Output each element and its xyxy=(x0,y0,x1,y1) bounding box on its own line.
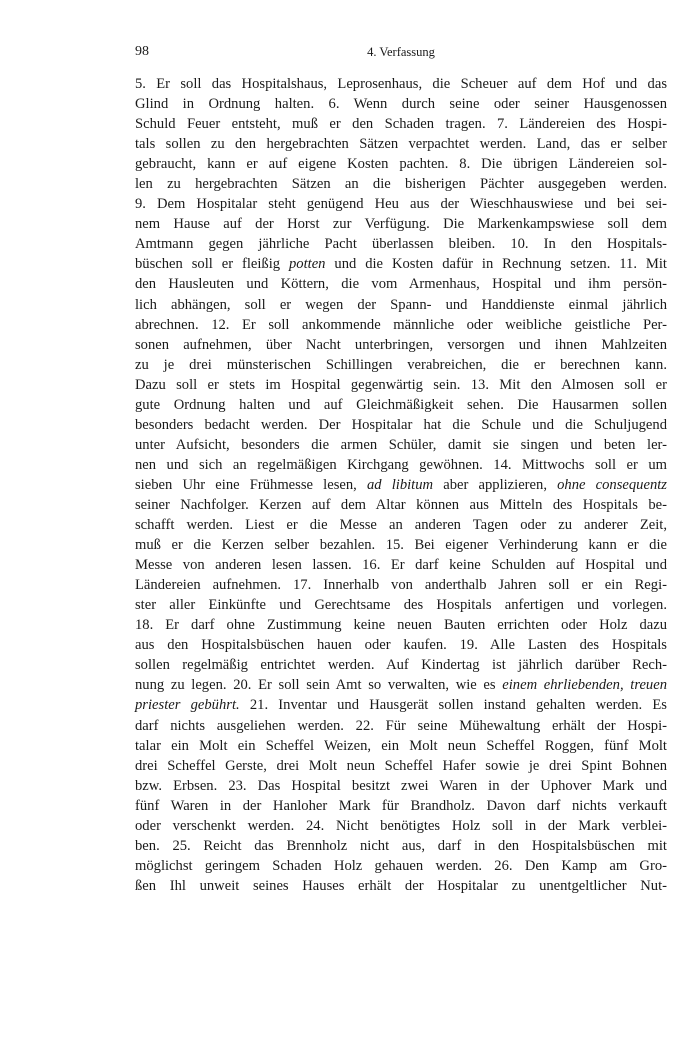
text-line xyxy=(135,635,667,655)
text-line xyxy=(135,335,667,355)
text-run: nem Hause auf der Horst zur Verfügung. Die Markenkampswiese soll dem xyxy=(135,216,667,233)
text-run: 18. Er darf ohne Zustimmung keine neuen Bauten errichten oder Holz dazu xyxy=(135,617,667,634)
text-line xyxy=(135,776,667,796)
text-run: gute Ordnung halten und auf Gleichmäßigkeit sehen. Die Hausarmen sollen xyxy=(135,396,667,413)
text-line xyxy=(135,816,667,836)
text-line xyxy=(135,615,667,635)
italic-term: ohne consequentz xyxy=(557,476,667,493)
text-run: tals sollen zu den hergebrachten Sätzen verpachtet werden. Land, das er selber xyxy=(135,136,667,153)
text-run: und die Kosten dafür in Rechnung setzen. 11. Mit xyxy=(325,256,667,273)
text-run: möglichst geringem Schaden Holz gehauen werden. 26. Den Kamp am Gro- xyxy=(135,857,667,874)
italic-term: potten xyxy=(289,256,326,273)
text-run: Ländereien aufnehmen. 17. Innerhalb von anderthalb Jahren soll er ein Regi- xyxy=(135,577,667,594)
text-line xyxy=(135,836,667,856)
text-run: oder verschenkt werden. 24. Nicht benötigtes Holz soll in der Mark verblei- xyxy=(135,817,667,834)
text-run: sonen aufnehmen, über Nacht unterbringen, versorgen und ihnen Mahlzeiten xyxy=(135,336,667,353)
page-number: 98 xyxy=(135,44,149,59)
text-line xyxy=(135,94,667,114)
italic-term: priester gebührt. xyxy=(135,697,240,714)
text-run: darf nichts ausgeliehen werden. 22. Für seine Mühewaltung erhält der Hospi- xyxy=(135,717,667,734)
text-run: zu je drei münsterischen Schillingen verabreichen, die er berechnen kann. xyxy=(135,356,667,373)
text-line xyxy=(135,555,667,575)
text-line xyxy=(135,214,667,234)
text-line xyxy=(135,475,667,495)
text-run: 21. Inventar und Hausgerät sollen instand gehalten werden. Es xyxy=(239,697,667,714)
text-line xyxy=(135,375,667,395)
text-run: Dazu soll er stets im Hospital gegenwärtig sein. 13. Mit den Almosen soll er xyxy=(135,376,667,393)
text-run: drei Scheffel Gerste, drei Molt neun Scheffel Hafer sowie je drei Spint Bohnen xyxy=(135,757,667,774)
text-run: fünf Waren in der Hanloher Mark für Brandholz. Davon darf nichts verkauft xyxy=(135,797,667,814)
text-line xyxy=(135,194,667,214)
text-line xyxy=(135,435,667,455)
text-line xyxy=(135,134,667,154)
text-run: gebraucht, kann er auf eigene Kosten pachten. 8. Die übrigen Ländereien sol- xyxy=(135,156,667,173)
text-run: ßen Ihl unweit seines Hauses erhält der Hospitalar zu unentgeltlicher Nut- xyxy=(135,877,667,894)
text-run: muß er die Kerzen selber bezahlen. 15. Bei eigener Verhinderung kann er die xyxy=(135,537,667,554)
text-line xyxy=(135,254,667,274)
text-line xyxy=(135,575,667,595)
text-line xyxy=(135,736,667,756)
italic-term: ad libitum xyxy=(366,476,434,493)
book-page xyxy=(135,42,667,896)
text-run: 5. Er soll das Hospitalshaus, Leprosenhaus, die Scheuer auf dem Hof und das xyxy=(135,76,667,92)
text-run: lich abhängen, soll er wegen der Spann- und Handdienste einmal jährlich xyxy=(135,296,667,313)
text-line xyxy=(135,695,667,715)
text-run: 9. Dem Hospitalar steht genügend Heu aus der Wieschhauswiese und bei sei- xyxy=(135,196,667,213)
text-line xyxy=(135,756,667,776)
text-run: ben. 25. Reicht das Brennholz nicht aus, darf in den Hospitalsbüschen mit xyxy=(135,837,667,854)
text-run: besonders bedacht werden. Der Hospitalar hat die Schule und die Schuljugend xyxy=(135,416,667,433)
running-head xyxy=(135,42,667,62)
italic-term: einem ehrliebenden, treuen xyxy=(502,677,667,694)
text-line xyxy=(135,315,667,335)
text-line xyxy=(135,295,667,315)
text-run: ster aller Einkünfte und Gerechtsame des Hospitals anfertigen und vorlegen. xyxy=(135,597,667,614)
text-line xyxy=(135,114,667,134)
text-line xyxy=(135,535,667,555)
text-run: abrechnen. 12. Er soll ankommende männliche oder weibliche geistliche Per- xyxy=(135,316,667,333)
text-line xyxy=(135,174,667,194)
text-run: nung zu legen. 20. Er soll sein Amt so verwalten, wie es xyxy=(135,677,503,694)
text-run: talar ein Molt ein Scheffel Weizen, ein Molt neun Scheffel Roggen, fünf Molt xyxy=(135,737,667,754)
text-run: Amtmann gegen jährliche Pacht überlassen bleiben. 10. In den Hospitals- xyxy=(135,236,667,253)
text-line xyxy=(135,415,667,435)
text-line xyxy=(135,455,667,475)
text-line xyxy=(135,655,667,675)
text-line xyxy=(135,876,667,896)
text-line xyxy=(135,716,667,736)
text-run: len zu hergebrachten Sätzen an die bisherigen Pächter ausgegeben werden. xyxy=(135,176,667,193)
text-line xyxy=(135,856,667,876)
text-run: unter Aufsicht, besonders die armen Schüler, damit sie singen und beten ler- xyxy=(135,436,667,453)
text-line xyxy=(135,355,667,375)
text-line xyxy=(135,234,667,254)
text-run: aus den Hospitalsbüschen hauen oder kaufen. 19. Alle Lasten des Hospitals xyxy=(135,637,667,654)
text-run: Glind in Ordnung halten. 6. Wenn durch seine oder seiner Hausgenossen xyxy=(135,96,667,113)
text-line xyxy=(135,796,667,816)
text-run: sieben Uhr eine Frühmesse lesen, xyxy=(135,476,367,493)
text-run: schafft werden. Liest er die Messe an anderen Tagen oder zu anderer Zeit, xyxy=(135,517,667,534)
text-line xyxy=(135,154,667,174)
text-run: den Hausleuten und Köttern, die vom Armenhaus, Hospital und ihm persön- xyxy=(135,276,667,293)
text-run: Messe von anderen lesen lassen. 16. Er darf keine Schulden auf Hospital und xyxy=(135,557,667,574)
text-run: seiner Nachfolger. Kerzen auf dem Altar können aus Mitteln des Hospitals be- xyxy=(135,496,667,513)
text-line xyxy=(135,395,667,415)
text-run: aber applizieren, xyxy=(433,476,558,493)
text-line xyxy=(135,595,667,615)
text-line xyxy=(135,495,667,515)
text-line xyxy=(135,74,667,94)
text-line xyxy=(135,515,667,535)
text-run: Schuld Feuer entsteht, muß er den Schaden tragen. 7. Ländereien des Hospi- xyxy=(135,116,667,133)
text-line xyxy=(135,675,667,695)
text-run: sollen regelmäßig entrichtet werden. Auf Kindertag ist jährlich darüber Rech- xyxy=(135,657,667,674)
text-run: bzw. Erbsen. 23. Das Hospital besitzt zwei Waren in der Uphover Mark und xyxy=(135,777,667,794)
text-run: büschen soll er fleißig xyxy=(135,256,289,273)
chapter-title: 4. Verfassung xyxy=(367,45,435,59)
text-run: nen und sich an regelmäßigen Kirchgang gewöhnen. 14. Mittwochs soll er um xyxy=(135,456,667,473)
text-line xyxy=(135,274,667,294)
body-text xyxy=(135,74,667,896)
